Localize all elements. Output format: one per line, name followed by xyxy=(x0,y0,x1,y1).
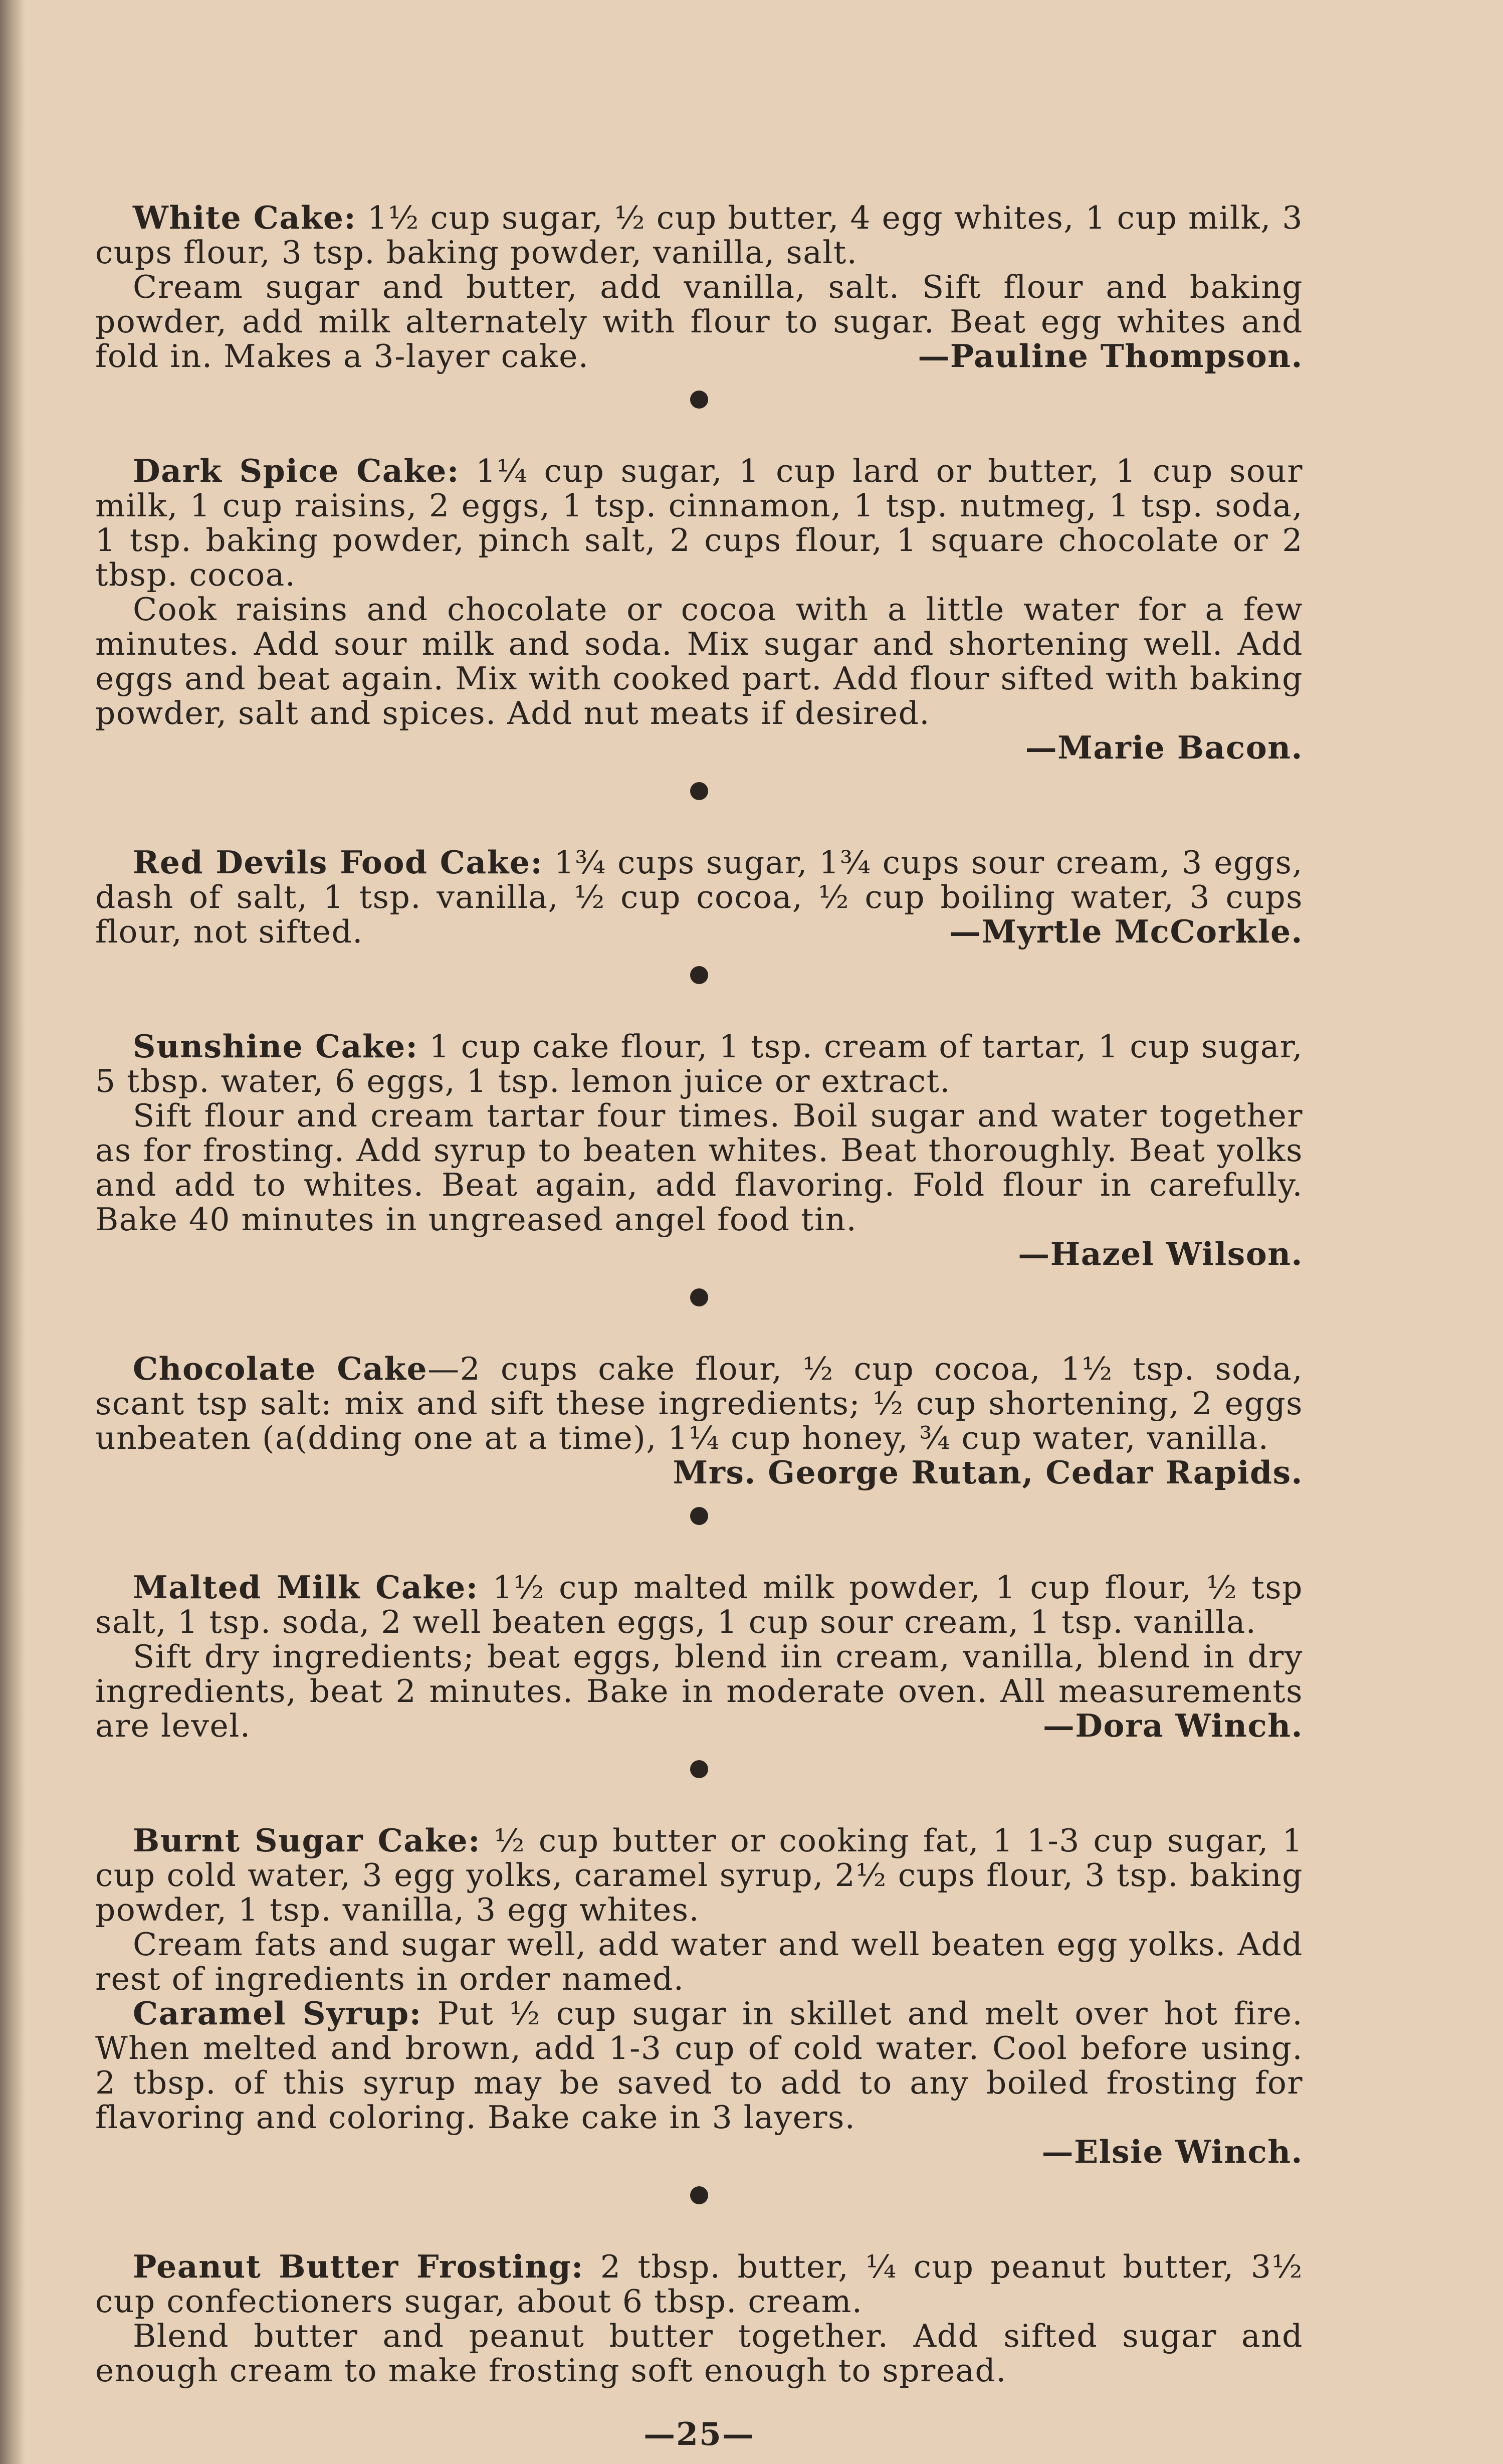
section-bullet xyxy=(690,782,708,800)
recipe-author: Mrs. George Rutan, Cedar Rapids. xyxy=(673,1454,1303,1491)
recipe-ingredients: ½ cup butter or cooking fat, 1 1-3 cup sugar, 1 cup cold water, 3 egg yolks, caramel syrup, 2½ cups flour, 3 tsp. baking powder, 1 tsp. vanilla, 3 egg whites. xyxy=(95,1822,1303,1928)
section-bullet xyxy=(690,966,708,984)
recipe-title: Chocolate Cake xyxy=(133,1350,428,1387)
recipe-ingredients: 1 cup cake flour, 1 tsp. cream of tartar, 1 cup sugar, 5 tbsp. water, 6 eggs, 1 tsp. lemon juice or extract. xyxy=(95,1028,1303,1099)
section-bullet xyxy=(690,2186,708,2204)
recipe-title: Red Devils Food Cake: xyxy=(133,844,543,881)
recipe-chocolate-cake xyxy=(95,1352,1303,1490)
section-bullet xyxy=(690,1288,708,1306)
recipe-steps: Sift dry ingredients; beat eggs, blend iin cream, vanilla, blend in dry ingredients, beat 2 minutes. Bake in moderate oven. All measurements are level. xyxy=(95,1638,1303,1744)
section-bullet xyxy=(690,391,708,409)
recipe-author: —Dora Winch. xyxy=(1042,1707,1303,1744)
section-bullet xyxy=(690,1760,708,1778)
recipe-author: —Pauline Thompson. xyxy=(918,337,1303,374)
recipe-ingredients: 1¼ cup sugar, 1 cup lard or butter, 1 cup sour milk, 1 cup raisins, 2 eggs, 1 tsp. cinnamon, 1 tsp. nutmeg, 1 tsp. soda, 1 tsp. baking powder, pinch salt, 2 cups flour, 1 square chocolate or 2 tbsp. cocoa. xyxy=(95,453,1303,593)
recipe-steps: Blend butter and peanut butter together. Add sifted sugar and enough cream to make frosting soft enough to spread. xyxy=(95,2318,1303,2389)
recipe-author: —Myrtle McCorkle. xyxy=(949,913,1303,950)
recipe-sunshine-cake xyxy=(95,1029,1303,1271)
recipe-malted-milk-cake xyxy=(95,1570,1303,1743)
book-binding-shadow xyxy=(0,0,25,2464)
recipe-title: Burnt Sugar Cake: xyxy=(133,1822,481,1859)
recipe-page xyxy=(95,201,1303,2452)
recipe-title: Peanut Butter Frosting: xyxy=(133,2248,584,2285)
recipe-steps: Cream fats and sugar well, add water and well beaten egg yolks. Add rest of ingredients in order named. xyxy=(95,1926,1303,1997)
recipe-ingredients: 2 tbsp. butter, ¼ cup peanut butter, 3½ cup confectioners sugar, about 6 tbsp. cream. xyxy=(95,2248,1303,2320)
recipe-dark-spice-cake xyxy=(95,454,1303,765)
recipe-title: Sunshine Cake: xyxy=(133,1028,418,1065)
recipe-ingredients: 1¾ cups sugar, 1¾ cups sour cream, 3 eggs, dash of salt, 1 tsp. vanilla, ½ cup cocoa, ½ cup boiling water, 3 cups flour, not sifted. xyxy=(95,844,1303,950)
recipe-steps: Cream sugar and butter, add vanilla, salt. Sift flour and baking powder, add milk alternately with flour to sugar. Beat egg whites and fold in. Makes a 3-layer cake. xyxy=(95,269,1303,374)
recipe-burnt-sugar-cake xyxy=(95,1823,1303,2169)
recipe-ingredients: 1½ cup malted milk powder, 1 cup flour, ½ tsp salt, 1 tsp. soda, 2 well beaten eggs, 1 cup sour cream, 1 tsp. vanilla. xyxy=(95,1569,1304,1640)
page-number: —25— xyxy=(643,2415,755,2452)
recipe-title: White Cake: xyxy=(133,199,357,236)
recipe-author: —Marie Bacon. xyxy=(1025,729,1303,766)
section-bullet xyxy=(690,1507,708,1525)
recipe-subtext: Put ½ cup sugar in skillet and melt over hot fire. When melted and brown, add 1-3 cup of cold water. Cool before using. 2 tbsp. of this syrup may be saved to add to any boiled frosting for flavoring and coloring. Bake cake in 3 layers. xyxy=(95,1995,1303,2136)
recipe-red-devils-food-cake xyxy=(95,845,1303,949)
recipe-steps: Cook raisins and chocolate or cocoa with a little water for a few minutes. Add sour milk and soda. Mix sugar and shortening well. Add eggs and beat again. Mix with cooked part. Add flour sifted with baking powder, salt and spices. Add nut meats if desired. xyxy=(95,591,1303,731)
recipe-author: —Elsie Winch. xyxy=(1041,2133,1303,2170)
recipe-ingredients: —2 cups cake flour, ½ cup cocoa, 1½ tsp. soda, scant tsp salt: mix and sift these ingredients; ½ cup shortening, 2 eggs unbeaten (a(dding one at a time), 1¼ cup honey, ¾ cup water, vanilla. xyxy=(95,1351,1303,1456)
recipe-title: Dark Spice Cake: xyxy=(133,452,460,489)
recipe-title: Malted Milk Cake: xyxy=(133,1569,479,1606)
recipe-white-cake xyxy=(95,201,1303,373)
recipe-subtitle: Caramel Syrup: xyxy=(133,1995,422,2032)
recipe-ingredients: 1½ cup sugar, ½ cup butter, 4 egg whites, 1 cup milk, 3 cups flour, 3 tsp. baking powder, vanilla, salt. xyxy=(95,200,1303,271)
recipe-steps: Sift flour and cream tartar four times. Boil sugar and water together as for frosting. Add syrup to beaten whites. Beat thoroughly. Beat yolks and add to whites. Beat again, add flavoring. Fold flour in carefully. Bake 40 minutes in ungreased angel food tin. xyxy=(95,1097,1303,1238)
recipe-author: —Hazel Wilson. xyxy=(1018,1235,1303,1272)
recipe-peanut-butter-frosting xyxy=(95,2249,1303,2388)
